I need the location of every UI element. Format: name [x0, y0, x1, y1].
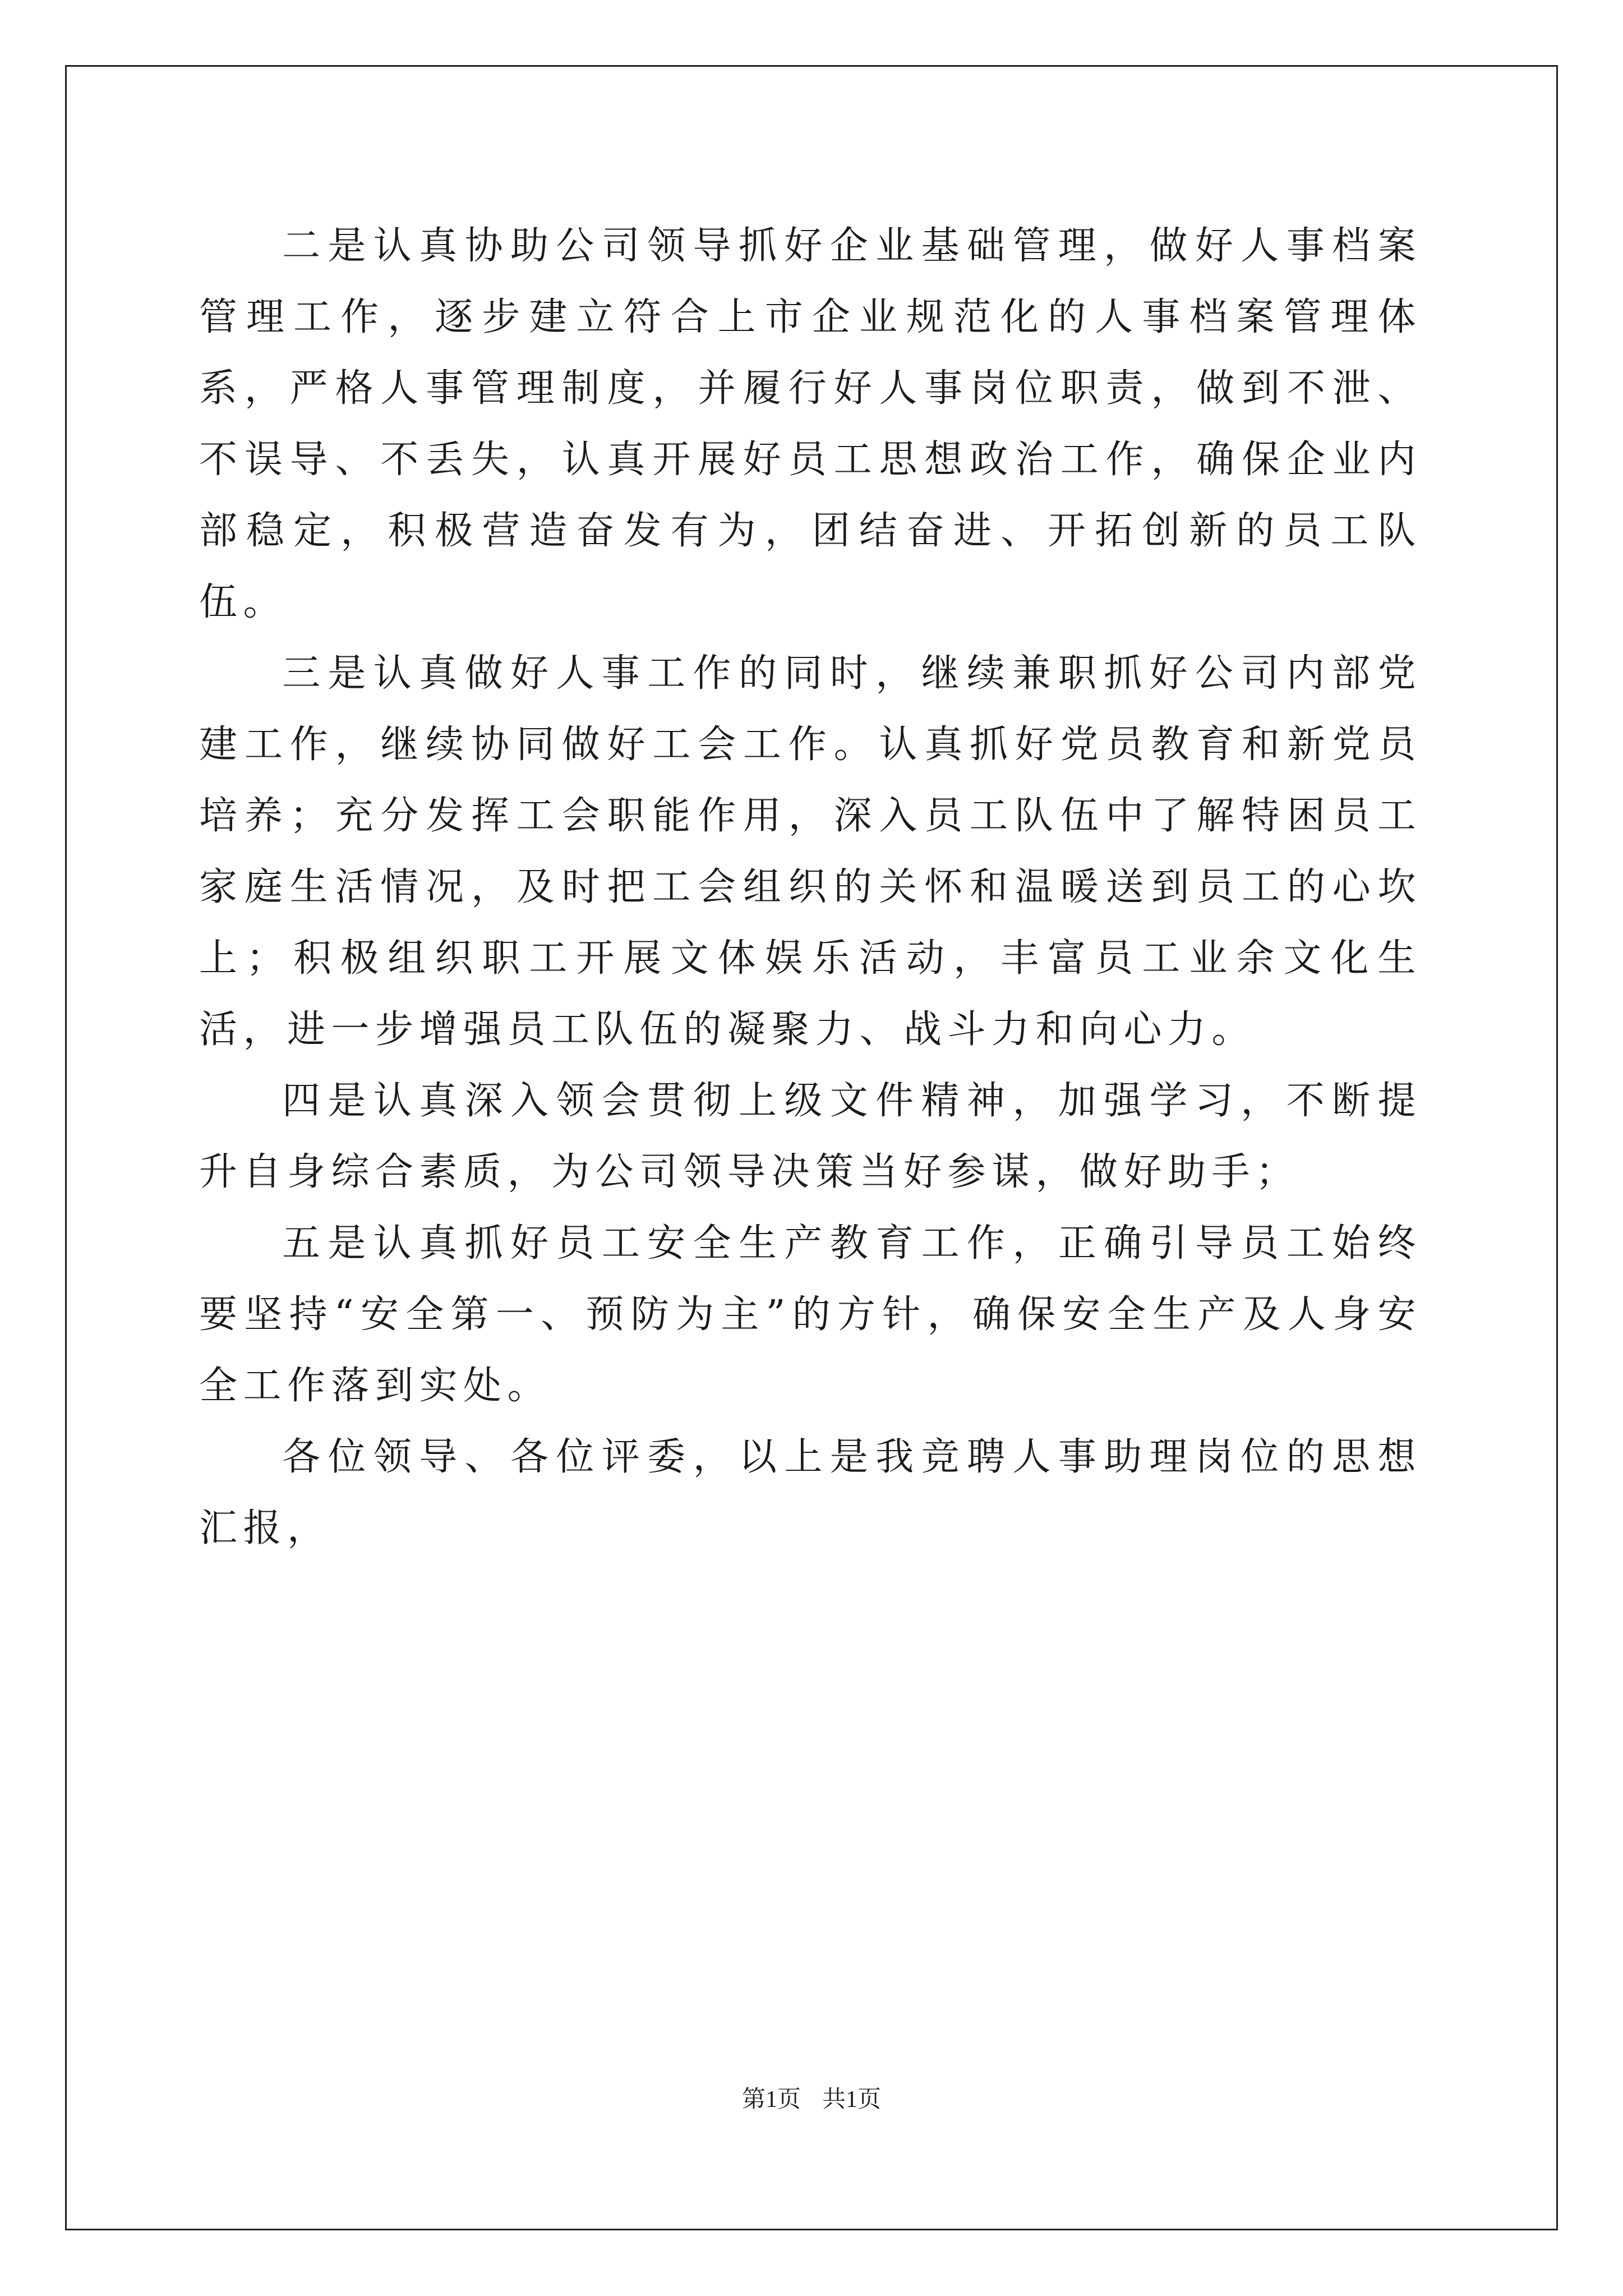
paragraph-closing: 各位领导、各位评委，以上是我竞聘人事助理岗位的思想汇报， — [199, 1435, 1422, 1550]
paragraph-3: 三是认真做好人事工作的同时，继续兼职抓好公司内部党建工作，继续协同做好工会工作。认真抓好党员教育和新党员培养；充分发挥工会职能作用，深入员工队伍中了解特困员工家庭生活情况，及时把工会组织的关怀和温暖送到员工的心坎上；积极组织职工开展文体娱乐活动，丰富员工业余文化生活，进一步增强员工队伍的凝聚力、战斗力和向心力。 — [199, 651, 1422, 1052]
page-footer — [0, 2086, 1623, 2114]
paragraph-5: 五是认真抓好员工安全生产教育工作，正确引导员工始终要坚持“安全第一、预防为主”的方针，确保安全生产及人身安全工作落到实处。 — [199, 1221, 1422, 1408]
paragraph-4: 四是认真深入领会贯彻上级文件精神，加强学习，不断提升自身综合素质，为公司领导决策当好参谋，做好助手； — [199, 1079, 1422, 1194]
document-body — [199, 210, 1422, 1564]
paragraph-2: 二是认真协助公司领导抓好企业基础管理，做好人事档案管理工作，逐步建立符合上市企业规范化的人事档案管理体系，严格人事管理制度，并履行好人事岗位职责，做到不泄、不误导、不丢失，认真开展好员工思想政治工作，确保企业内部稳定，积极营造奋发有为，团结奋进、开拓创新的员工队伍。 — [199, 224, 1422, 624]
page-number: 第1页 — [741, 2087, 801, 2113]
page-total: 共1页 — [822, 2087, 882, 2113]
